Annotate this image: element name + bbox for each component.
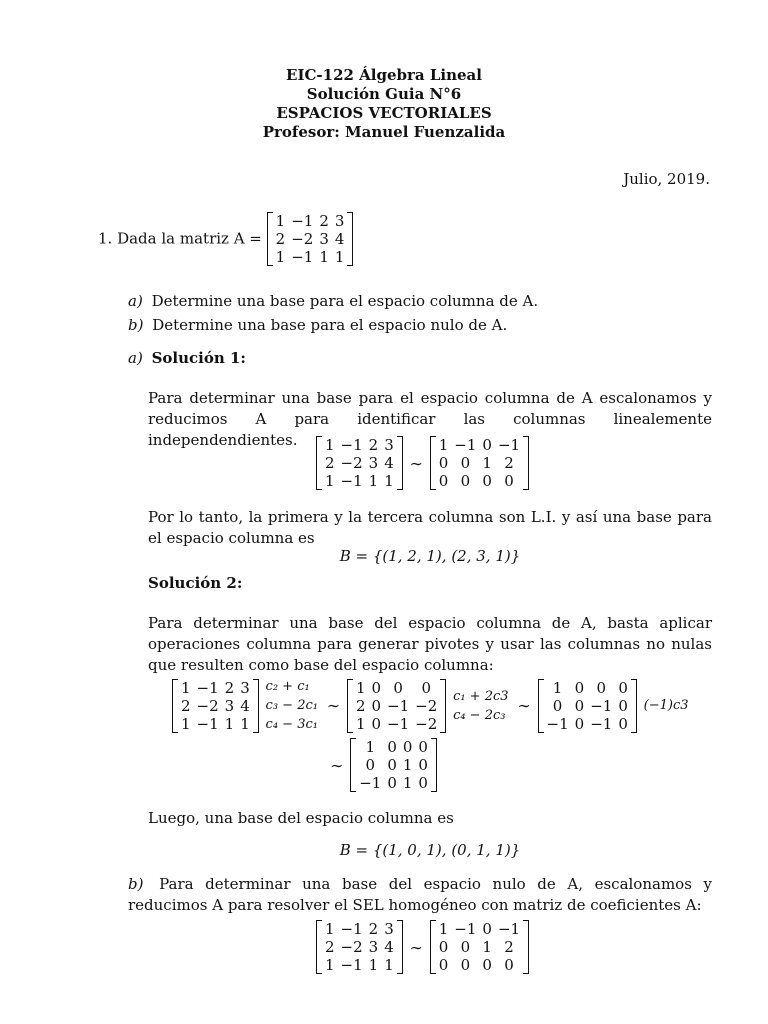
left-bracket — [267, 212, 273, 266]
left-bracket — [347, 679, 353, 733]
matrix-entry: 3 — [224, 696, 235, 715]
problem-1-statement — [98, 212, 353, 266]
solution-a-label: a) — [128, 349, 143, 367]
document-date: Julio, 2019. — [623, 170, 710, 188]
matrix-entry: 1 — [402, 774, 413, 792]
matrix-entry: −1 — [387, 696, 410, 715]
matrix-entry: −1 — [340, 472, 363, 490]
right-bracket — [253, 679, 259, 733]
matrix-entry: 0 — [482, 472, 492, 490]
matrix-entry: 1 — [402, 756, 413, 774]
basis-1-container — [148, 546, 712, 567]
matrix-entry: 0 — [460, 472, 471, 490]
matrix-entry: −1 — [546, 714, 569, 733]
matrix-row — [273, 212, 348, 230]
matrix-entry: 1 — [325, 436, 335, 454]
matrix-entry: −1 — [454, 436, 477, 454]
solution-1-paragraph: Para determinar una base para el espacio columna de A escalonamos y reducimos A para identificar las columnas linealemente independendientes. — [148, 389, 712, 449]
matrix-entry: 1 — [482, 938, 492, 956]
right-bracket — [631, 679, 637, 733]
matrix-entry: 2 — [504, 938, 514, 956]
matrix-entry: 0 — [387, 738, 397, 756]
matrix-entry: 1 — [325, 956, 335, 974]
matrix-entry: −1 — [359, 774, 382, 792]
matrix-a-copy-3 — [316, 920, 403, 974]
right-bracket — [523, 920, 529, 974]
matrix-entry: 1 — [355, 714, 366, 733]
matrix-row — [322, 956, 397, 974]
solution-2-conclusion: Luego, una base del espacio columna es — [148, 809, 454, 827]
matrix-entry: 1 — [240, 714, 250, 733]
column-op: c₄ − 3c₁ — [265, 717, 318, 732]
matrix-entry: 0 — [482, 436, 492, 454]
matrix-entry: −2 — [196, 696, 219, 715]
matrix-entry: −1 — [590, 696, 613, 715]
item-b-label: b) — [128, 316, 144, 334]
solution-b-row-reduction — [316, 920, 529, 974]
solution-2-paragraph: Para determinar una base del espacio columna de A, basta aplicar operaciones columna para generar pivotes y usar las columnas no nulas que resulten como base del espacio columna: — [148, 614, 712, 674]
equivalence-symbol: ∼ — [517, 696, 531, 715]
matrix-entry: 0 — [482, 920, 492, 938]
matrix-row — [356, 738, 431, 756]
solution-2-title: Solución 2: — [148, 574, 243, 592]
item-b-text: Determine una base para el espacio nulo de A. — [152, 316, 508, 334]
matrix-row — [273, 230, 348, 248]
right-bracket — [397, 920, 403, 974]
matrix-entry: −1 — [340, 956, 363, 974]
matrix-entry: 1 — [365, 738, 376, 756]
column-op: c₂ + c₁ — [265, 679, 310, 694]
matrix-entry: 2 — [224, 678, 235, 697]
matrix-entry: −2 — [415, 714, 438, 733]
matrix-entry: 0 — [460, 956, 471, 974]
solution-b-paragraph: Para determinar una base del espacio nulo de A, escalonamos y reducimos A para resolver el SEL homogéneo con matriz de coeficientes A: — [128, 875, 712, 914]
matrix-entry: 1 — [384, 472, 394, 490]
matrix-entry: 2 — [368, 436, 379, 454]
matrix-entry: 1 — [275, 212, 286, 230]
matrix-step-1 — [347, 679, 446, 733]
matrix-entry: −1 — [340, 920, 363, 938]
matrix-entry: 0 — [365, 756, 376, 774]
matrix-row — [178, 715, 253, 733]
matrix-entry: 1 — [319, 248, 329, 266]
equivalence-symbol: ∼ — [409, 937, 423, 957]
matrix-entry: 0 — [482, 956, 492, 974]
matrix-entry: −1 — [497, 436, 521, 454]
matrix-entry: 4 — [240, 696, 250, 715]
matrix-entry: 2 — [319, 212, 329, 230]
matrix-row — [322, 436, 397, 454]
matrix-entry: 4 — [384, 938, 394, 956]
left-bracket — [538, 679, 544, 733]
matrix-row — [436, 920, 523, 938]
matrix-row — [353, 697, 440, 715]
matrix-entry: 2 — [181, 696, 191, 715]
column-ops-1 — [266, 677, 318, 734]
matrix-row — [273, 248, 348, 266]
column-op: c₁ + 2c3 — [453, 688, 509, 704]
matrix-entry: 0 — [438, 956, 449, 974]
matrix-row — [322, 472, 397, 490]
matrix-entry: 0 — [371, 714, 382, 733]
column-ops-3: (−1)c3 — [643, 698, 689, 713]
equivalence-symbol: ∼ — [409, 453, 423, 473]
matrix-entry: 1 — [325, 920, 335, 938]
basis-2-container — [148, 840, 712, 861]
matrix-entry: −1 — [590, 714, 613, 733]
right-bracket — [440, 679, 446, 733]
matrix-entry: 0 — [504, 956, 514, 974]
matrix-entry: 1 — [438, 920, 449, 938]
matrix-entry: 3 — [240, 678, 250, 697]
matrix-row — [353, 679, 440, 697]
matrix-entry: 2 — [275, 230, 286, 248]
matrix-entry: 2 — [355, 696, 366, 715]
item-b — [128, 315, 507, 336]
matrix-row — [544, 679, 631, 697]
matrix-reduced — [430, 436, 529, 490]
matrix-entry: 0 — [596, 678, 607, 697]
right-bracket — [431, 738, 437, 792]
professor-name: Profesor: Manuel Fuenzalida — [262, 123, 506, 141]
matrix-entry: 0 — [618, 678, 628, 697]
matrix-entry: 2 — [368, 920, 379, 938]
solution-b-label: b) — [128, 875, 144, 893]
solution-1-conclusion: Por lo tanto, la primera y la tercera columna son L.I. y así una base para el espacio columna es — [148, 508, 712, 547]
matrix-entry: 0 — [402, 738, 413, 756]
matrix-entry: 0 — [438, 938, 449, 956]
matrix-row — [436, 938, 523, 956]
matrix-row — [356, 774, 431, 792]
matrix-entry: 0 — [418, 738, 428, 756]
matrix-row — [436, 956, 523, 974]
matrix-entry: 1 — [384, 956, 394, 974]
matrix-entry: −1 — [291, 248, 314, 266]
matrix-row — [178, 679, 253, 697]
matrix-entry: 0 — [438, 472, 449, 490]
item-a — [128, 291, 538, 312]
matrix-entry: 0 — [387, 774, 397, 792]
matrix-row — [356, 756, 431, 774]
left-bracket — [172, 679, 178, 733]
solution-b — [128, 874, 712, 916]
matrix-entry: 0 — [618, 696, 628, 715]
matrix-entry: 0 — [460, 938, 471, 956]
matrix-row — [544, 697, 631, 715]
matrix-entry: −1 — [196, 678, 219, 697]
matrix-entry: 0 — [421, 678, 431, 697]
matrix-entry: 0 — [504, 472, 514, 490]
matrix-entry: −1 — [196, 714, 219, 733]
matrix-row — [178, 697, 253, 715]
matrix-entry: −2 — [415, 696, 438, 715]
matrix-entry: −1 — [340, 436, 363, 454]
matrix-row — [436, 436, 523, 454]
matrix-entry: −2 — [340, 454, 363, 472]
matrix-row — [322, 454, 397, 472]
right-bracket — [397, 436, 403, 490]
equivalence-symbol: ∼ — [326, 696, 341, 715]
matrix-entry: 1 — [181, 678, 191, 697]
equivalence-symbol: ∼ — [330, 755, 344, 775]
matrix-reduced-copy — [430, 920, 529, 974]
document-header — [0, 66, 768, 142]
left-bracket — [316, 436, 322, 490]
matrix-entry: 1 — [275, 248, 286, 266]
matrix-entry: 1 — [552, 678, 563, 697]
matrix-entry: 1 — [355, 678, 366, 697]
basis-2: B = {(1, 0, 1), (0, 1, 1)} — [339, 841, 521, 859]
matrix-entry: −1 — [291, 212, 314, 230]
matrix-entry: 4 — [334, 230, 345, 248]
matrix-entry: 4 — [384, 454, 394, 472]
matrix-a-copy-2 — [172, 679, 259, 733]
matrix-step-2 — [538, 679, 637, 733]
matrix-entry: 2 — [504, 454, 514, 472]
course-title: EIC-122 Álgebra Lineal — [286, 66, 482, 84]
matrix-step-3 — [350, 738, 437, 792]
topic-title: ESPACIOS VECTORIALES — [276, 104, 492, 122]
matrix-row — [436, 472, 523, 490]
matrix-row — [544, 715, 631, 733]
matrix-entry: 3 — [384, 920, 394, 938]
matrix-entry: 1 — [224, 714, 235, 733]
matrix-entry: 0 — [460, 454, 471, 472]
column-ops-row-2 — [328, 738, 437, 792]
matrix-entry: 0 — [371, 678, 382, 697]
matrix-entry: 0 — [574, 678, 585, 697]
matrix-entry: 0 — [438, 454, 449, 472]
matrix-entry: 0 — [552, 696, 563, 715]
matrix-entry: 2 — [325, 938, 335, 956]
matrix-entry: 3 — [334, 212, 345, 230]
column-ops-2 — [453, 687, 508, 725]
basis-1: B = {(1, 2, 1), (2, 3, 1)} — [339, 547, 521, 565]
solution-1-title: Solución 1: — [151, 349, 246, 367]
problem-1-intro: 1. Dada la matriz A = — [98, 229, 262, 248]
matrix-entry: −1 — [497, 920, 521, 938]
matrix-entry: −2 — [340, 938, 363, 956]
solution-1-row-reduction — [316, 436, 529, 490]
matrix-entry: 0 — [371, 696, 382, 715]
matrix-entry: 0 — [393, 678, 403, 697]
matrix-row — [436, 454, 523, 472]
matrix-a-copy — [316, 436, 403, 490]
matrix-entry: −1 — [387, 714, 410, 733]
column-op: c₄ − 2c₃ — [453, 707, 506, 723]
matrix-entry: 3 — [319, 230, 329, 248]
matrix-entry: 1 — [181, 714, 191, 733]
guide-title: Solución Guia N°6 — [306, 85, 462, 103]
right-bracket — [347, 212, 353, 266]
matrix-a — [267, 212, 354, 266]
matrix-row — [322, 938, 397, 956]
item-a-label: a) — [128, 292, 143, 310]
item-a-text: Determine una base para el espacio columna de A. — [151, 292, 539, 310]
matrix-row — [322, 920, 397, 938]
matrix-entry: 0 — [418, 774, 428, 792]
matrix-entry: 3 — [368, 938, 379, 956]
column-ops-row-1 — [172, 677, 691, 734]
left-bracket — [430, 436, 436, 490]
matrix-row — [353, 715, 440, 733]
solution-a-heading — [128, 348, 246, 369]
matrix-entry: 0 — [618, 714, 628, 733]
matrix-entry: 1 — [368, 472, 379, 490]
matrix-entry: 3 — [368, 454, 379, 472]
matrix-entry: 3 — [384, 436, 394, 454]
matrix-entry: 2 — [325, 454, 335, 472]
matrix-entry: 0 — [418, 756, 428, 774]
left-bracket — [350, 738, 356, 792]
left-bracket — [430, 920, 436, 974]
matrix-entry: 1 — [368, 956, 379, 974]
matrix-entry: 1 — [438, 436, 449, 454]
right-bracket — [523, 436, 529, 490]
column-op: c₃ − 2c₁ — [265, 698, 318, 713]
matrix-entry: 0 — [574, 714, 585, 733]
matrix-entry: 0 — [574, 696, 585, 715]
matrix-entry: −1 — [454, 920, 477, 938]
matrix-entry: 1 — [325, 472, 335, 490]
matrix-entry: 1 — [334, 248, 345, 266]
left-bracket — [316, 920, 322, 974]
matrix-entry: −2 — [291, 230, 314, 248]
matrix-entry: 0 — [387, 756, 397, 774]
matrix-entry: 1 — [482, 454, 492, 472]
